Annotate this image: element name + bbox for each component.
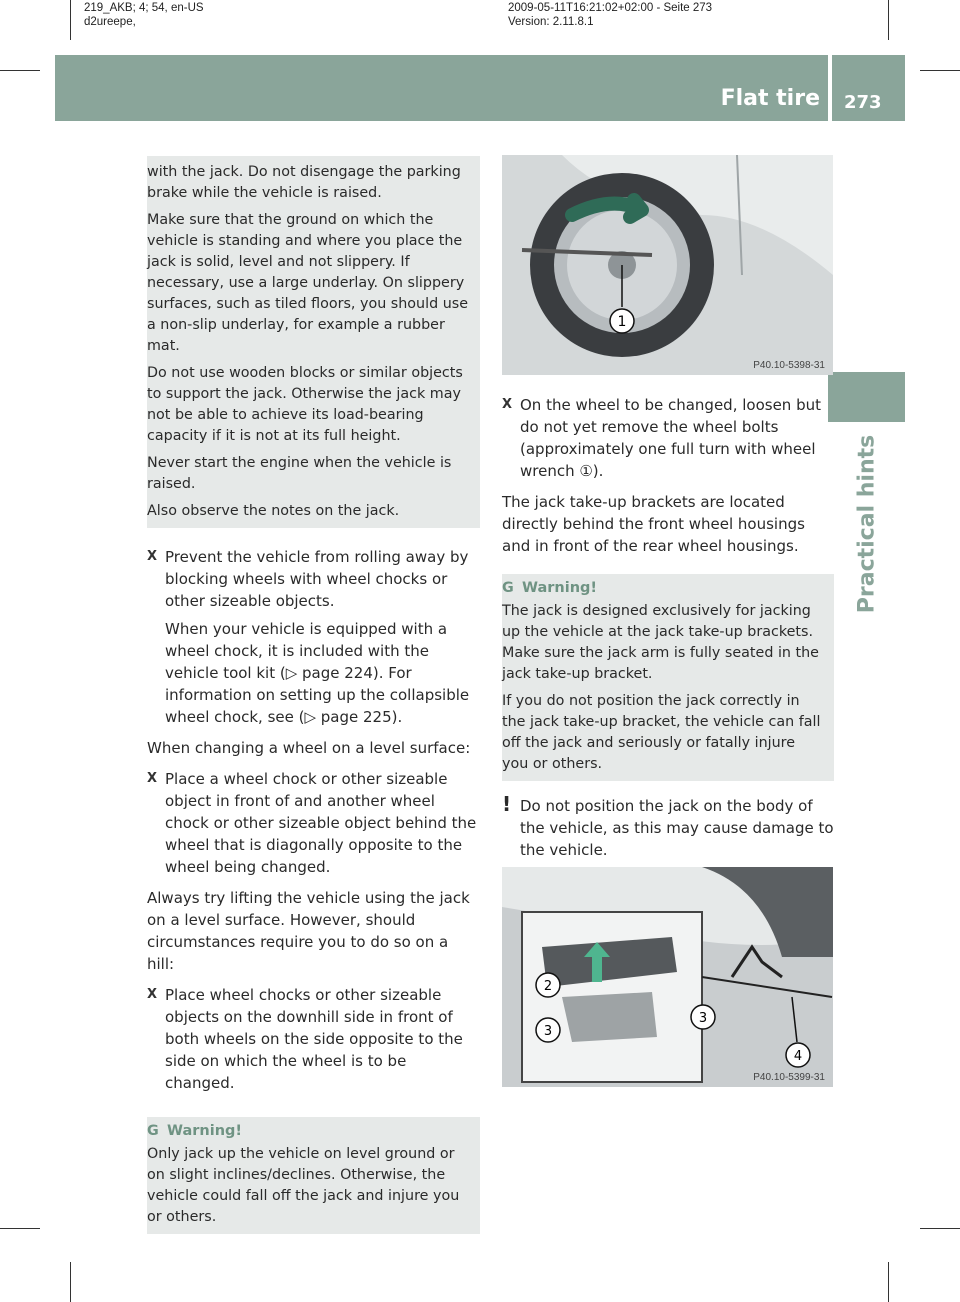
step-text: Place a wheel chock or other sizeable object in front of and another wheel chock or other sizeable object behind the wheel that is diagonally opposite to the wheel being changed. xyxy=(165,770,477,876)
step-marker-icon: X xyxy=(502,397,513,412)
caution-paragraph: Make sure that the ground on which the vehicle is standing and where you place the jack is solid, level and not slippery. If necessary, use a large underlay. On slippery surfaces, such as tiled floors, you should use a non-slip underlay, for example a rubber mat. xyxy=(147,212,469,354)
wheel-wrench-figure xyxy=(502,155,833,375)
print-meta-right xyxy=(508,1,712,29)
crop-mark xyxy=(920,1228,960,1229)
body-paragraph: Always try lifting the vehicle using the jack on a level surface. However, should circumstances require you to do so on a hill: xyxy=(147,889,470,973)
wheel-illustration xyxy=(502,155,833,375)
warning-icon: G xyxy=(147,1123,159,1139)
body-paragraph: When changing a wheel on a level surface: xyxy=(147,739,471,757)
caution-box xyxy=(147,156,480,528)
warning-title: Warning! xyxy=(522,580,598,596)
crop-mark xyxy=(920,70,960,71)
header-divider xyxy=(828,55,832,121)
chapter-label: Practical hints xyxy=(854,434,880,614)
instruction-step xyxy=(147,984,480,1094)
step-text: On the wheel to be changed, loosen but do not yet remove the wheel bolts (approximately one full turn with wheel wrench ①). xyxy=(520,396,821,480)
body-paragraph: The jack take-up brackets are located directly behind the front wheel housings and in front of the rear wheel housings. xyxy=(502,493,805,555)
right-column xyxy=(502,394,834,870)
damage-note xyxy=(502,792,834,861)
meta-line: 2009-05-11T16:21:02+02:00 - Seite 273 xyxy=(508,2,713,14)
step-text: Prevent the vehicle from rolling away by blocking wheels with wheel chocks or other sizeable objects. xyxy=(165,548,469,610)
caution-paragraph: with the jack. Do not disengage the parking brake while the vehicle is raised. xyxy=(147,164,461,201)
crop-mark xyxy=(0,1228,40,1229)
crop-mark xyxy=(0,70,40,71)
meta-line: d2ureepe, xyxy=(84,16,136,28)
warning-heading xyxy=(147,1121,470,1142)
warning-icon: G xyxy=(502,580,514,596)
callout-label: 3 xyxy=(698,1011,708,1026)
caution-paragraph: Do not use wooden blocks or similar objects to support the jack. Otherwise the jack may not be able to achieve its load-bearing capacity if it is not at its full height. xyxy=(147,365,463,444)
warning-text: Only jack up the vehicle on level ground or on slight inclines/declines. Otherwise, the vehicle could fall off the jack and injure you or others. xyxy=(147,1146,460,1225)
warning-text: If you do not position the jack correctly in the jack take-up bracket, the vehicle can fall off the jack and seriously or fatally injure you or others. xyxy=(502,693,821,772)
crop-mark xyxy=(888,0,889,40)
warning-box xyxy=(502,574,834,781)
warning-title: Warning! xyxy=(167,1123,243,1139)
step-subtext: When your vehicle is equipped with a wheel chock, it is included with the vehicle tool kit (▷ page 224). For information on setting up the collapsible wheel chock, see (▷ page 225). xyxy=(165,620,470,726)
jack-illustration xyxy=(502,867,833,1087)
callout-label: 2 xyxy=(543,979,553,994)
caution-paragraph: Never start the engine when the vehicle is raised. xyxy=(147,455,452,492)
callout-label: 3 xyxy=(543,1024,553,1039)
warning-heading xyxy=(502,578,824,599)
crop-mark xyxy=(70,1262,71,1302)
caution-paragraph: Also observe the notes on the jack. xyxy=(147,503,400,519)
warning-box xyxy=(147,1117,480,1234)
step-marker-icon: X xyxy=(147,549,158,564)
chapter-tab xyxy=(828,372,905,422)
print-meta-left xyxy=(84,1,204,29)
note-icon: ! xyxy=(502,792,512,816)
crop-mark xyxy=(70,0,71,40)
callout-label: 1 xyxy=(617,314,627,330)
step-marker-icon: X xyxy=(147,987,158,1002)
warning-text: The jack is designed exclusively for jacking up the vehicle at the jack take-up brackets. Make sure the jack arm is fully seated in the jack take-up bracket. xyxy=(502,603,819,682)
callout-label: 4 xyxy=(793,1049,803,1064)
page-number: 273 xyxy=(844,92,882,113)
note-text: Do not position the jack on the body of the vehicle, as this may cause damage to the vehicle. xyxy=(520,797,834,859)
instruction-step xyxy=(147,768,480,878)
figure-code: P40.10-5399-31 xyxy=(753,1072,825,1083)
meta-line: 219_AKB; 4; 54, en-US xyxy=(84,2,204,14)
step-text: Place wheel chocks or other sizeable objects on the downhill side in front of both wheels on the side opposite to the side on which the wheel is to be changed. xyxy=(165,986,463,1092)
figure-code: P40.10-5398-31 xyxy=(753,360,825,371)
instruction-step xyxy=(502,394,834,482)
step-marker-icon: X xyxy=(147,771,158,786)
left-column xyxy=(147,156,480,1234)
section-title: Flat tire xyxy=(720,86,820,111)
instruction-step xyxy=(147,546,480,728)
meta-line: Version: 2.11.8.1 xyxy=(508,16,594,28)
jack-bracket-figure xyxy=(502,867,833,1087)
crop-mark xyxy=(888,1262,889,1302)
